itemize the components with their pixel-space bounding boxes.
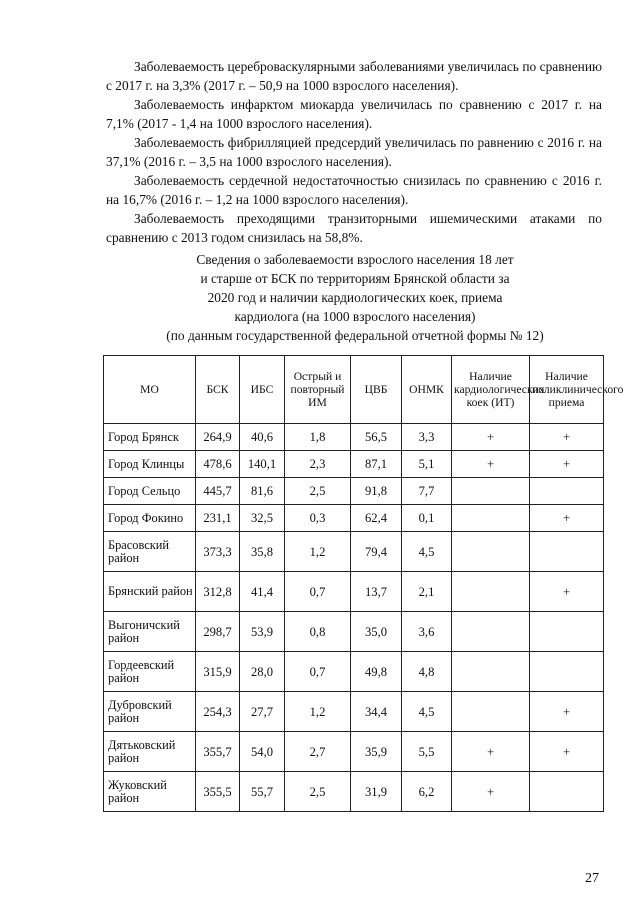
- table-row: [104, 478, 604, 505]
- cell-outpatient: [530, 532, 604, 572]
- cell-stroke: 4,8: [402, 652, 452, 692]
- header-ibs: ИБС: [240, 356, 285, 424]
- cell-cvd: 49,8: [351, 652, 402, 692]
- cell-cardio-beds: +: [452, 772, 530, 812]
- table-row: [104, 451, 604, 478]
- table-body: [104, 424, 604, 812]
- cell-cvd: 91,8: [351, 478, 402, 505]
- table-row: [104, 692, 604, 732]
- cell-cvd: 35,0: [351, 612, 402, 652]
- cell-mo: Жуковский район: [104, 772, 196, 812]
- header-stroke: ОНМК: [402, 356, 452, 424]
- table-row: [104, 572, 604, 612]
- cell-cardio-beds: +: [452, 451, 530, 478]
- cell-mo: Город Сельцо: [104, 478, 196, 505]
- cell-acute-mi: 1,2: [285, 532, 351, 572]
- cell-stroke: 5,1: [402, 451, 452, 478]
- cell-bsk: 373,3: [196, 532, 240, 572]
- table-title-line: кардиолога (на 1000 взрослого населения): [234, 309, 476, 324]
- table-title: [120, 250, 590, 345]
- cell-mo: Брянский район: [104, 572, 196, 612]
- cell-outpatient: [530, 478, 604, 505]
- table-title-line: 2020 год и наличии кардиологических коек, приема: [207, 290, 503, 305]
- cell-acute-mi: 2,7: [285, 732, 351, 772]
- cell-cardio-beds: [452, 478, 530, 505]
- cell-outpatient: [530, 652, 604, 692]
- cell-acute-mi: 0,7: [285, 572, 351, 612]
- cell-cvd: 87,1: [351, 451, 402, 478]
- table-header-row: [104, 356, 604, 424]
- cell-cvd: 31,9: [351, 772, 402, 812]
- cell-cvd: 34,4: [351, 692, 402, 732]
- cell-cvd: 13,7: [351, 572, 402, 612]
- cell-stroke: 3,6: [402, 612, 452, 652]
- cell-stroke: 6,2: [402, 772, 452, 812]
- cell-cvd: 79,4: [351, 532, 402, 572]
- cell-cvd: 62,4: [351, 505, 402, 532]
- cell-outpatient: +: [530, 692, 604, 732]
- header-cvd: ЦВБ: [351, 356, 402, 424]
- paragraph-atrial-fibrillation: Заболеваемость фибрилляцией предсердий увеличилась по равнению с 2016 г. на 37,1% (2016 г. – 3,5 на 1000 взрослого населения).: [106, 135, 602, 169]
- cell-stroke: 0,1: [402, 505, 452, 532]
- cell-mo: Город Клинцы: [104, 451, 196, 478]
- morbidity-table: [103, 355, 624, 812]
- cell-bsk: 264,9: [196, 424, 240, 451]
- cell-stroke: 2,1: [402, 572, 452, 612]
- cell-stroke: 4,5: [402, 692, 452, 732]
- cell-stroke: 4,5: [402, 532, 452, 572]
- cell-acute-mi: 2,5: [285, 772, 351, 812]
- cell-ibs: 40,6: [240, 424, 285, 451]
- cell-mo: Гордеевский район: [104, 652, 196, 692]
- table-row: [104, 612, 604, 652]
- cell-bsk: 355,5: [196, 772, 240, 812]
- cell-acute-mi: 0,3: [285, 505, 351, 532]
- table-row: [104, 732, 604, 772]
- cell-cardio-beds: [452, 505, 530, 532]
- cell-outpatient: +: [530, 732, 604, 772]
- table-row: [104, 505, 604, 532]
- cell-bsk: 254,3: [196, 692, 240, 732]
- cell-acute-mi: 1,2: [285, 692, 351, 732]
- cell-ibs: 35,8: [240, 532, 285, 572]
- cell-mo: Выгоничский район: [104, 612, 196, 652]
- cell-stroke: 7,7: [402, 478, 452, 505]
- cell-outpatient: +: [530, 572, 604, 612]
- cell-cvd: 56,5: [351, 424, 402, 451]
- cell-ibs: 55,7: [240, 772, 285, 812]
- cell-mo: Город Брянск: [104, 424, 196, 451]
- cell-acute-mi: 1,8: [285, 424, 351, 451]
- cell-outpatient: [530, 612, 604, 652]
- cell-mo: Город Фокино: [104, 505, 196, 532]
- cell-cardio-beds: +: [452, 424, 530, 451]
- cell-mo: Брасовский район: [104, 532, 196, 572]
- table-title-line: Сведения о заболеваемости взрослого населения 18 лет: [196, 252, 514, 267]
- header-bsk: БСК: [196, 356, 240, 424]
- cell-cardio-beds: [452, 572, 530, 612]
- cell-stroke: 3,3: [402, 424, 452, 451]
- paragraph-myocardial-infarction: Заболеваемость инфарктом миокарда увеличилась по сравнению с 2017 г. на 7,1% (2017 - 1,4 на 1000 взрослого населения).: [106, 97, 602, 131]
- cell-bsk: 298,7: [196, 612, 240, 652]
- cell-ibs: 41,4: [240, 572, 285, 612]
- cell-stroke: 5,5: [402, 732, 452, 772]
- cell-cvd: 35,9: [351, 732, 402, 772]
- cell-acute-mi: 2,3: [285, 451, 351, 478]
- cell-ibs: 81,6: [240, 478, 285, 505]
- cell-cardio-beds: [452, 532, 530, 572]
- cell-acute-mi: 0,8: [285, 612, 351, 652]
- cell-ibs: 28,0: [240, 652, 285, 692]
- header-outpatient: Наличие поликлинического приема: [530, 356, 604, 424]
- cell-bsk: 315,9: [196, 652, 240, 692]
- paragraph-cerebrovascular: Заболеваемость цереброваскулярными заболеваниями увеличилась по сравнению с 2017 г. на 3,3% (2017 г. – 50,9 на 1000 взрослого населения).: [106, 59, 602, 93]
- table-row: [104, 652, 604, 692]
- cell-ibs: 53,9: [240, 612, 285, 652]
- header-acute-mi: Острый и повторный ИМ: [285, 356, 351, 424]
- cell-ibs: 32,5: [240, 505, 285, 532]
- paragraph-heart-failure: Заболеваемость сердечной недостаточностью снизилась по сравнению с 2016 г. на 16,7% (2016 г. – 1,2 на 1000 взрослого населения).: [106, 173, 602, 207]
- cell-acute-mi: 0,7: [285, 652, 351, 692]
- table-row: [104, 424, 604, 451]
- cell-acute-mi: 2,5: [285, 478, 351, 505]
- table-row: [104, 532, 604, 572]
- cell-outpatient: [530, 772, 604, 812]
- header-cardio-beds: Наличие кардиологических коек (ИТ): [452, 356, 530, 424]
- cell-outpatient: +: [530, 424, 604, 451]
- table-title-line: (по данным государственной федеральной отчетной формы № 12): [166, 328, 544, 343]
- cell-bsk: 312,8: [196, 572, 240, 612]
- cell-bsk: 478,6: [196, 451, 240, 478]
- page-number: 27: [585, 871, 599, 886]
- cell-outpatient: +: [530, 451, 604, 478]
- cell-bsk: 355,7: [196, 732, 240, 772]
- table-title-line: и старше от БСК по территориям Брянской области за: [200, 271, 510, 286]
- cell-bsk: 231,1: [196, 505, 240, 532]
- cell-ibs: 140,1: [240, 451, 285, 478]
- cell-ibs: 27,7: [240, 692, 285, 732]
- cell-cardio-beds: +: [452, 732, 530, 772]
- cell-mo: Дятьковский район: [104, 732, 196, 772]
- cell-cardio-beds: [452, 692, 530, 732]
- paragraph-transient-ischemic-attacks: Заболеваемость преходящими транзиторными ишемическими атаками по сравнению с 2013 годом снизилась на 58,8%.: [106, 211, 602, 245]
- cell-cardio-beds: [452, 652, 530, 692]
- cell-bsk: 445,7: [196, 478, 240, 505]
- header-mo: МО: [104, 356, 196, 424]
- cell-mo: Дубровский район: [104, 692, 196, 732]
- cell-cardio-beds: [452, 612, 530, 652]
- cell-ibs: 54,0: [240, 732, 285, 772]
- table-row: [104, 772, 604, 812]
- cell-outpatient: +: [530, 505, 604, 532]
